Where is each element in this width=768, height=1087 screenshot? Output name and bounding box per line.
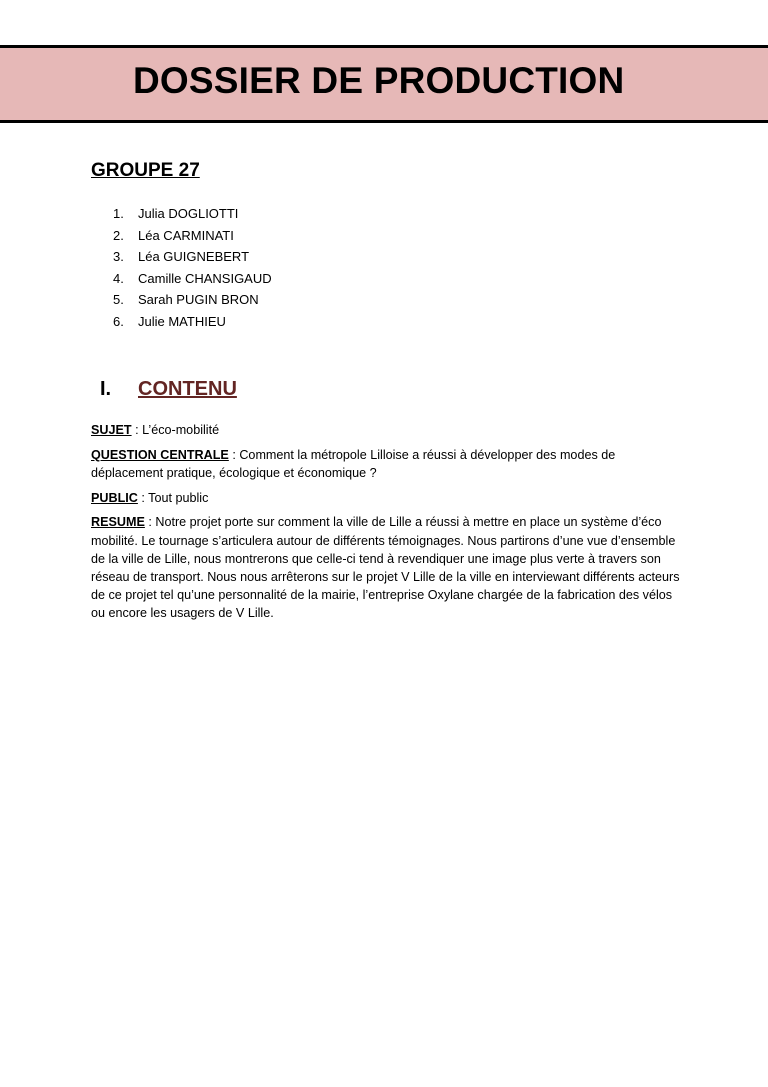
resume-paragraph — [91, 513, 683, 622]
member-name: Julie MATHIEU — [138, 313, 226, 329]
section-number: I. — [100, 378, 112, 400]
question-label: QUESTION CENTRALE — [91, 447, 229, 462]
public-label: PUBLIC — [91, 490, 138, 505]
content-body — [91, 421, 683, 629]
list-number: 3. — [113, 249, 124, 265]
sujet-text: : L’éco-mobilité — [131, 423, 220, 437]
sujet-paragraph — [91, 421, 683, 439]
question-paragraph — [91, 446, 683, 482]
list-number: 2. — [113, 227, 124, 243]
list-number: 1. — [113, 206, 124, 221]
section-heading — [100, 378, 237, 401]
list-number: 6. — [113, 313, 124, 329]
list-number: 5. — [113, 292, 124, 308]
resume-text: : Notre projet porte sur comment la ville de Lille a réussi à mettre en place un système d’éco mobilité. Le tournage s’articulera autour de différents témoignages. Nous partirons d’une vue d’ensemble de la ville de Lille, nous montrerons que celle-ci tend à revendiquer une image plus verte à travers son réseau de transport. Nous nous arrêterons sur le projet V Lille de la ville en interviewant différents acteurs de ce projet tel qu’une personnalité de la mairie, l’entreprise Oxylane chargée de la fabrication des vélos ou encore les usagers de V Lille. — [91, 515, 680, 621]
member-name: Léa GUIGNEBERT — [138, 249, 250, 265]
section-title: CONTENU — [138, 378, 237, 400]
list-number: 4. — [113, 270, 124, 286]
public-paragraph — [91, 489, 683, 507]
public-text: : Tout public — [137, 490, 209, 505]
question-text: : Comment la métropole Lilloise a réussi à développer des modes de déplacement pratique, écologique et économique ? — [91, 447, 616, 480]
sujet-label: SUJET — [91, 423, 132, 437]
member-name: Camille CHANSIGAUD — [138, 270, 272, 286]
group-heading: GROUPE 27 — [91, 160, 200, 181]
page-title: DOSSIER DE PRODUCTION — [133, 60, 625, 101]
member-name: Sarah PUGIN BRON — [138, 292, 259, 308]
title-banner — [0, 45, 768, 123]
member-name: Léa CARMINATI — [138, 227, 234, 243]
member-name: Julia DOGLIOTTI — [138, 206, 239, 221]
resume-label: RESUME — [91, 515, 145, 530]
